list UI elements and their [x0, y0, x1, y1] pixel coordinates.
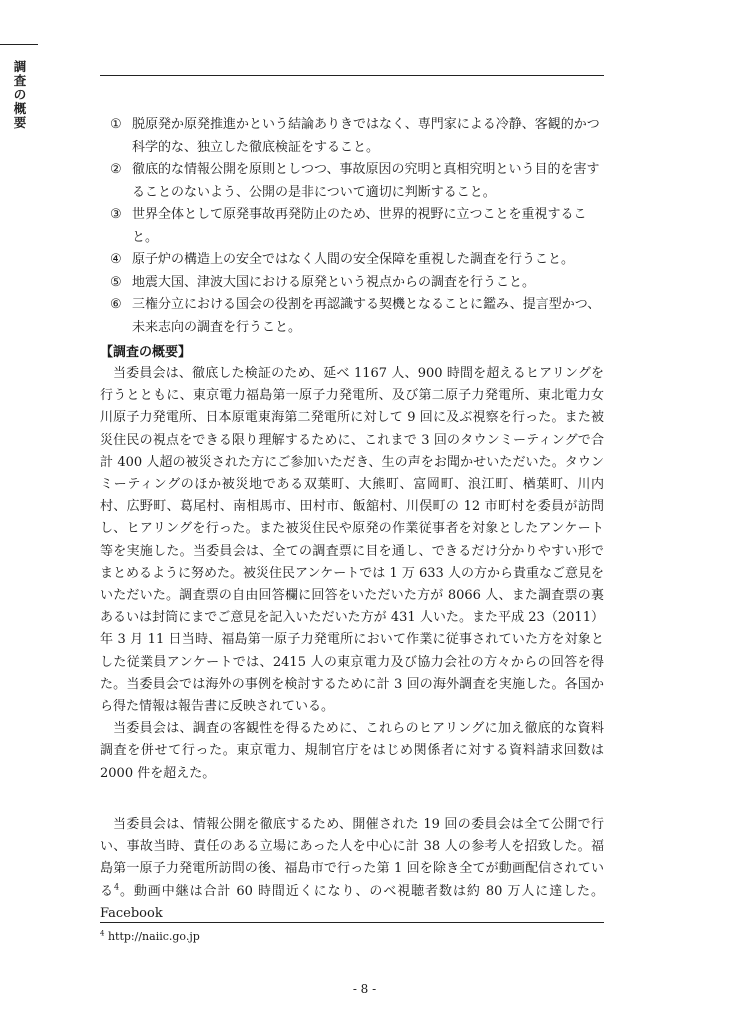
principle-number: ⑤	[110, 274, 122, 290]
principle-text: 地震大国、津波大国における原発という視点からの調査を行うこと。	[132, 274, 536, 290]
footnote-reference[interactable]: 4	[113, 882, 120, 892]
footnote	[100, 930, 200, 944]
side-tab-char: 調	[13, 59, 27, 74]
footnote-mark: 4	[100, 929, 105, 938]
footnote-rule	[100, 922, 604, 923]
principle-item	[110, 272, 610, 295]
header-rule	[100, 75, 604, 76]
principle-text: 脱原発か原発推進かという結論ありきではなく、専門家による冷静、客観的かつ科学的な、独立した徹底検証をすること。	[132, 117, 600, 155]
corner-rule	[0, 44, 38, 45]
principle-item	[110, 294, 610, 339]
side-tab-char: 概	[13, 101, 27, 116]
paragraph	[100, 814, 604, 925]
principles-list	[110, 114, 610, 339]
principle-number: ②	[110, 162, 122, 177]
principle-item	[110, 114, 610, 159]
principle-item	[110, 204, 610, 249]
footnote-link[interactable]: http://naiic.go.jp	[107, 930, 200, 943]
principle-number: ③	[110, 207, 122, 222]
paragraph-text: 。動画中継は合計 60 時間近くになり、のべ視聴者数は約 80 万人に達した。Facebook	[100, 883, 604, 921]
body-text	[100, 363, 604, 785]
paragraph: 当委員会は、調査の客観性を得るために、これらのヒアリングに加え徹底的な資料調査を併せて行った。東京電力、規制官庁をはじめ関係者に対する資料請求回数は 2000 件を超えた。	[100, 721, 604, 781]
principle-item	[110, 159, 610, 204]
principle-text: 原子炉の構造上の安全ではなく人間の安全保障を重視した調査を行うこと。	[132, 252, 575, 267]
paragraph-text: 当委員会は、情報公開を徹底するため、開催された 19 回の委員会は全て公開で行い、事故当時、責任のある立場にあった人を中心に計 38 人の参考人を招致した。福島第一原子力発電所訪問の後、福島市で行った第 1 回を除き全てが動画配信されている	[100, 817, 604, 899]
side-tab	[12, 60, 28, 130]
principle-text: 三権分立における国会の役割を再認識する契機となることに鑑み、提言型かつ、未来志向の調査を行うこと。	[132, 297, 601, 335]
principle-text: 世界全体として原発事故再発防止のため、世界的視野に立つことを重視すること。	[132, 207, 587, 245]
body-text	[100, 814, 604, 925]
side-tab-char: 査	[13, 73, 27, 88]
section-heading: 【調査の概要】	[100, 345, 192, 360]
paragraph: 当委員会は、徹底した検証のため、延べ 1167 人、900 時間を超えるヒアリングを行うとともに、東京電力福島第一原子力発電所、及び第二原子力発電所、東北電力女川原子力発電所、日本原電東海第二発電所に対して 9 回に及ぶ視察を行った。また被災住民の視点をできる限り理解するために、これまで 3 回のタウンミーティングで合計 400 人超の被災された方にご参加いただき、生の声をお聞かせいただいた。タウンミーティングのほか被災地である双葉町、大熊町、富岡町、浪江町、楢葉町、川内村、広野町、葛尾村、南相馬市、田村市、飯舘村、川俣町の 12 市町村を委員が訪問し、ヒアリングを行った。また被災住民や原発の作業従事者を対象としたアンケート等を実施した。当委員会は、全ての調査票に目を通し、できるだけ分かりやすい形でまとめるように努めた。被災住民アンケートでは 1 万 633 人の方から貴重なご意見をいただいた。調査票の自由回答欄に回答をいただいた方が 8066 人、また調査票の裏あるいは封筒にまでご意見を記入いただいた方が 431 人いた。また平成 23（2011）年 3 月 11 日当時、福島第一原子力発電所において作業に従事されていた方を対象とした従業員アンケートでは、2415 人の東京電力及び協力会社の方々からの回答を得た。当委員会では海外の事例を検討するために計 3 回の海外調査を実施した。各国から得た情報は報告書に反映されている。	[100, 366, 604, 715]
principle-number: ①	[110, 117, 122, 132]
side-tab-char: 要	[13, 115, 27, 130]
page-number: - 8 -	[352, 982, 377, 996]
principle-number: ④	[110, 252, 122, 267]
principle-item	[110, 249, 610, 272]
side-tab-char: の	[13, 87, 27, 102]
principle-number: ⑥	[110, 297, 122, 312]
principle-text: 徹底的な情報公開を原則としつつ、事故原因の究明と真相究明という目的を害することのないよう、公開の是非について適切に判断すること。	[132, 162, 600, 200]
